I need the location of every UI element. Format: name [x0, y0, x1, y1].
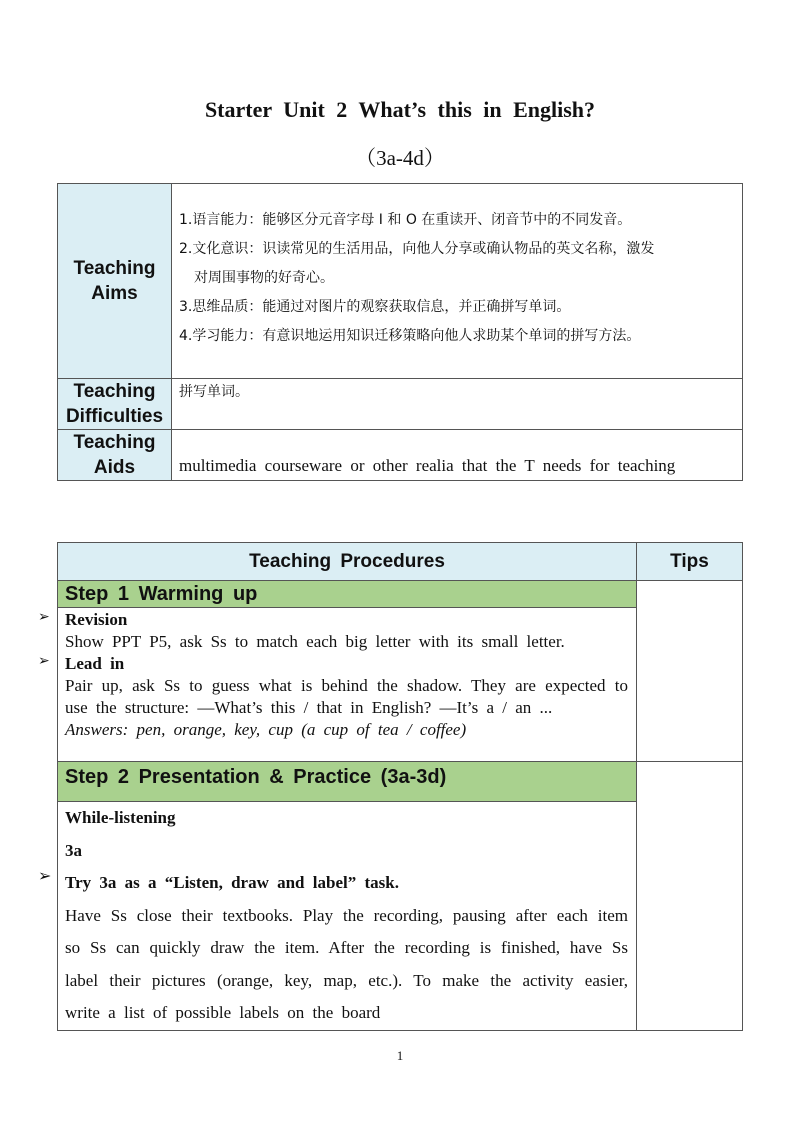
teaching-aims-label: Teaching Aims [58, 184, 172, 379]
lead-in-heading: Lead in [65, 654, 125, 673]
teaching-difficulties-label: Teaching Difficulties [58, 379, 172, 430]
step2-body [58, 802, 637, 1031]
step1-tips-cell [637, 581, 743, 762]
aim-item: 2.文化意识：识读常见的生活用品，向他人分享或确认物品的英文名称，激发 [179, 241, 655, 257]
page-number: 1 [396, 1048, 404, 1063]
step2-tips-cell [637, 762, 743, 1031]
lead-in-text: Pair up, ask Ss to guess what is behind the shadow. They are expected to use the structure: —What’s this / that in English? —It’s a / an ... [65, 676, 628, 717]
exercise-3a-text: Have Ss close their textbooks. Play the recording, pausing after each item so Ss can quickly draw the item. After the recording is finished, have Ss label their pictures (orange, key, map, etc.). To make the activity easier, write a list of possible labels on the board [65, 905, 628, 1022]
while-listening-heading: While-listening [65, 808, 176, 827]
revision-text: Show PPT P5, ask Ss to match each big letter with its small letter. [65, 632, 565, 651]
step1-title: Step 1 Warming up [58, 581, 637, 608]
aim-item-continued: 对周围事物的好奇心。 [194, 270, 334, 286]
aim-item: 3.思维品质：能通过对图片的观察获取信息，并正确拼写单词。 [179, 299, 571, 315]
bullet-arrow-icon: ➢ [38, 866, 52, 885]
exercise-3a-task: Try 3a as a “Listen, draw and label” task. [65, 873, 399, 892]
page-title: Starter Unit 2 What’s this in English? [204, 97, 596, 122]
page-subtitle: （3a-4d） [355, 146, 445, 170]
teaching-aids-label: Teaching Aids [58, 430, 172, 481]
step1-body [58, 608, 637, 762]
procedures-column-header: Teaching Procedures [58, 543, 637, 581]
procedures-table [57, 542, 743, 1031]
tips-column-header: Tips [637, 543, 743, 581]
teaching-difficulties-value: 拼写单词。 [172, 379, 743, 430]
revision-heading: Revision [65, 610, 128, 629]
teaching-aims-list [172, 184, 743, 379]
aim-item: 1.语言能力：能够区分元音字母 I 和 O 在重读开、闭音节中的不同发音。 [179, 212, 632, 228]
aims-table [57, 183, 743, 481]
aim-item: 4.学习能力：有意识地运用知识迁移策略向他人求助某个单词的拼写方法。 [179, 328, 641, 344]
exercise-3a-label: 3a [65, 840, 82, 860]
teaching-aids-value: multimedia courseware or other realia that the T needs for teaching [172, 430, 743, 481]
bullet-arrow-icon: ➢ [38, 609, 50, 625]
step2-title: Step 2 Presentation & Practice (3a-3d) [58, 762, 637, 802]
answers-text: Answers: pen, orange, key, cup (a cup of tea / coffee) [65, 720, 467, 739]
bullet-arrow-icon: ➢ [38, 653, 50, 669]
